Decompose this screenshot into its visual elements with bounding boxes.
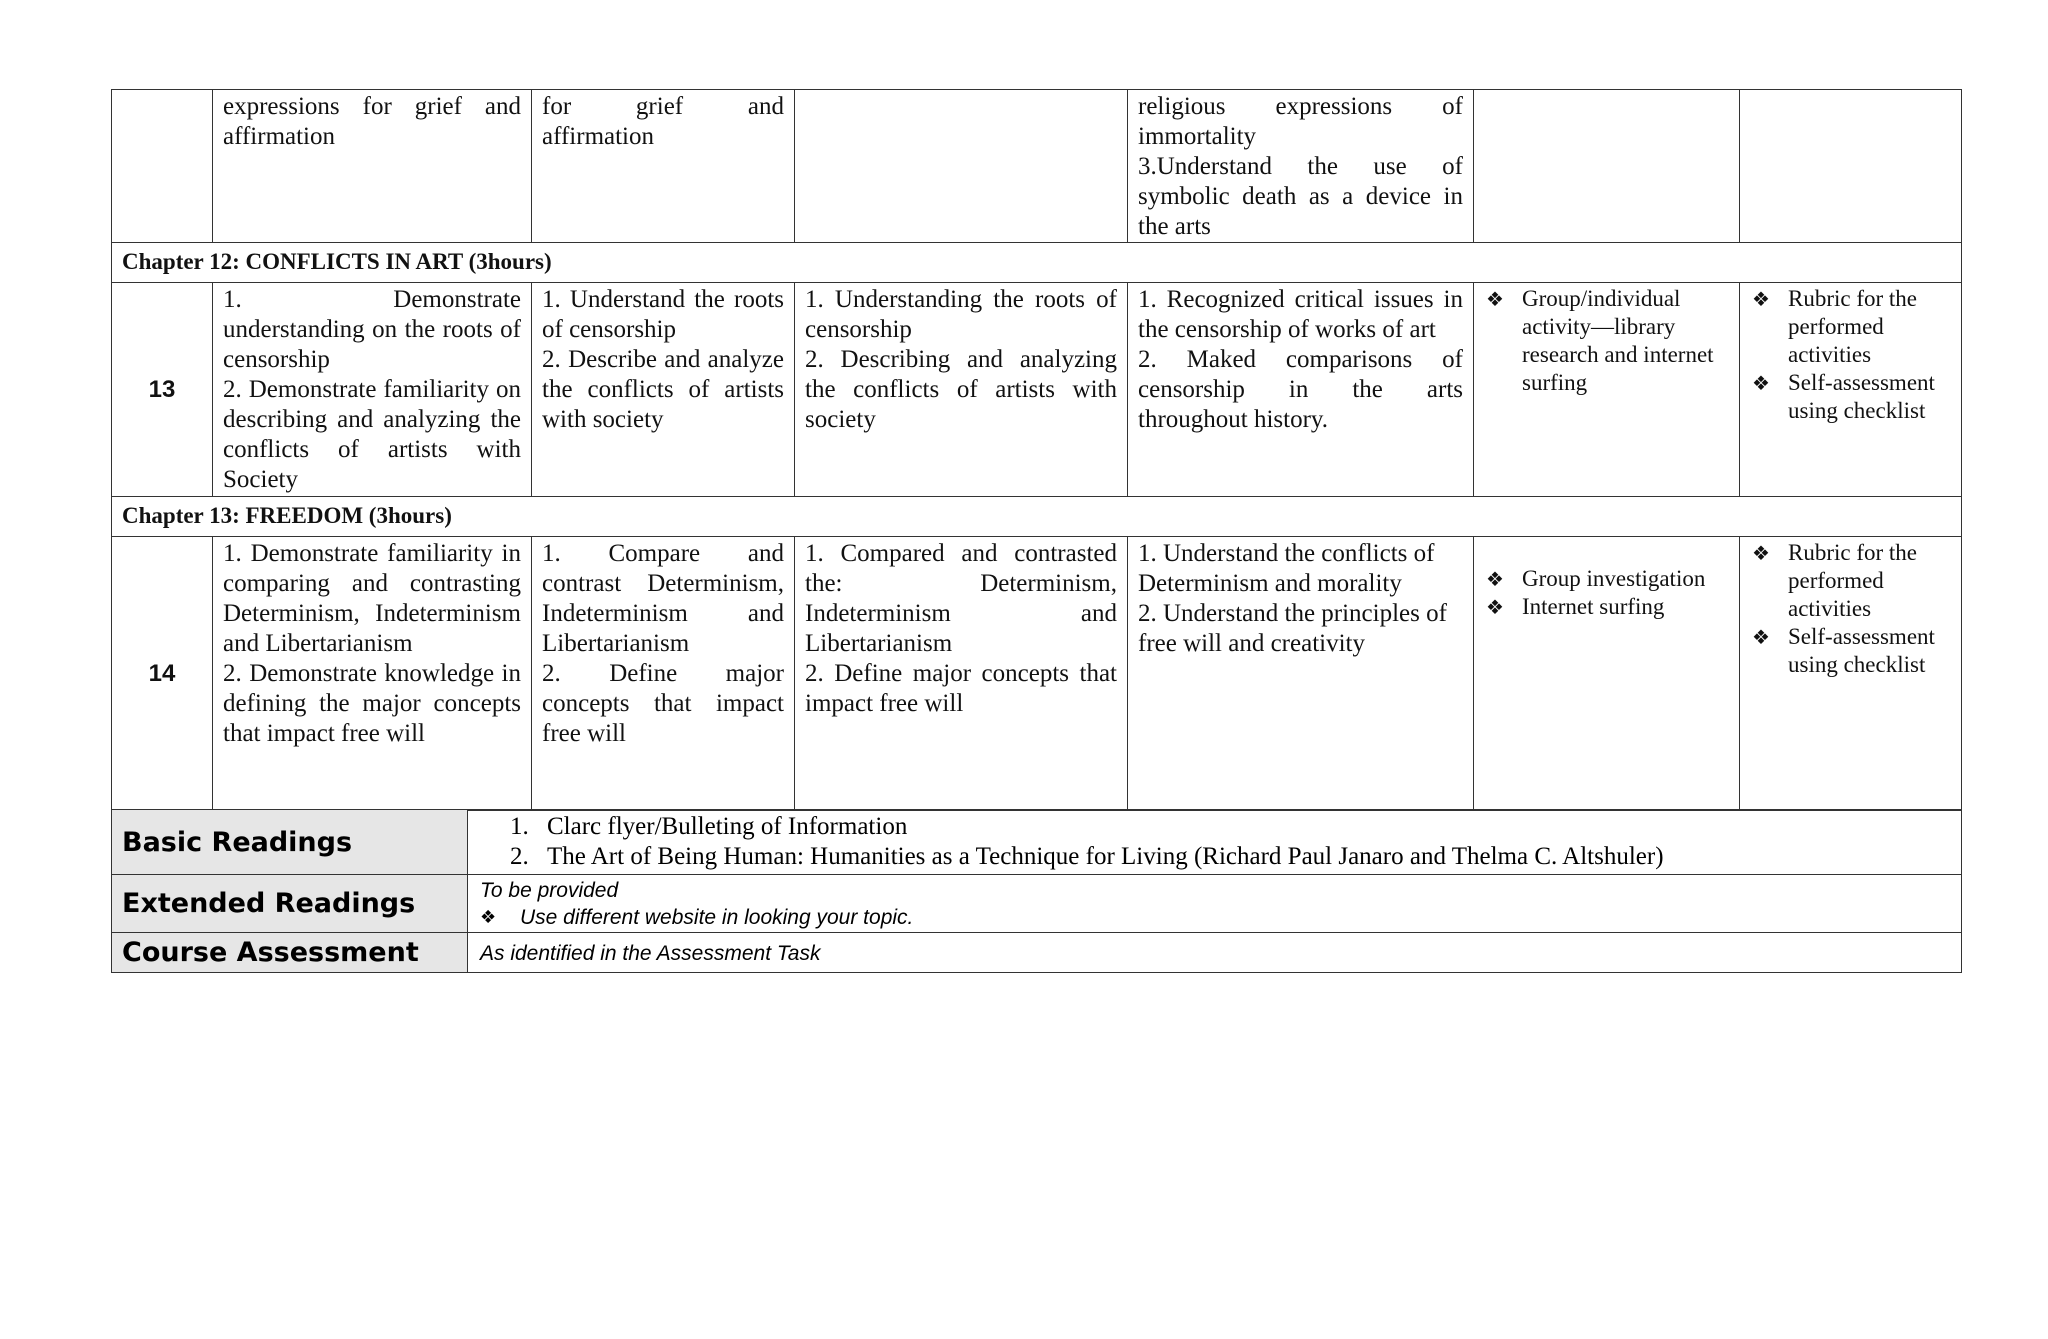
assessment-list bbox=[1750, 285, 1951, 425]
basic-readings-list bbox=[478, 812, 1951, 872]
reading-item: 2. The Art of Being Human: Humanities as a Technique for Living (Richard Paul Janaro and Thelma C. Altshuler) bbox=[535, 842, 1951, 872]
course-assessment-row bbox=[112, 933, 1962, 973]
week-number: 13 bbox=[112, 283, 213, 497]
activity-item: ❖ Internet surfing bbox=[1484, 593, 1729, 621]
extended-readings-label: Extended Readings bbox=[112, 875, 468, 933]
content-line: 1. Understanding the roots of censorship bbox=[805, 286, 1117, 343]
course-assessment-label: Course Assessment bbox=[112, 933, 468, 973]
result-cell bbox=[1128, 537, 1474, 811]
chapter-row bbox=[112, 283, 1962, 497]
outcome-line: 2. Demonstrate familiarity on describing and analyzing the conflicts of artists with Society bbox=[223, 376, 521, 493]
objective-line: for grief and affirmation bbox=[542, 93, 784, 150]
result-line: 1. Understand the conflicts of Determinism and morality bbox=[1138, 540, 1435, 597]
activity-cell bbox=[1474, 90, 1740, 243]
objective-line: 1. Compare and contrast Determinism, Indeterminism and Libertarianism bbox=[542, 540, 784, 657]
objective-line: 2. Describe and analyze the conflicts of artists with society bbox=[542, 346, 784, 433]
extended-readings-value bbox=[468, 875, 1962, 933]
week-cell bbox=[112, 90, 213, 243]
result-cell bbox=[1128, 90, 1474, 243]
result-line: religious expressions of immortality bbox=[1138, 93, 1463, 150]
chapter-heading-row bbox=[112, 243, 1962, 283]
result-line: 2. Maked comparisons of censorship in the arts throughout history. bbox=[1138, 346, 1463, 433]
content-line: 2. Describing and analyzing the conflicts of artists with society bbox=[805, 346, 1117, 433]
extended-readings-line: To be provided bbox=[480, 879, 619, 902]
basic-readings-row bbox=[112, 810, 1962, 875]
assessment-cell bbox=[1740, 90, 1962, 243]
outcome-line: 1. Demonstrate familiarity in comparing and contrasting Determinism, Indeterminism and Libertarianism bbox=[223, 540, 521, 657]
activity-list bbox=[1484, 565, 1729, 621]
chapter-heading: Chapter 13: FREEDOM (3hours) bbox=[112, 497, 1962, 537]
result-line: 1. Recognized critical issues in the censorship of works of art bbox=[1138, 286, 1463, 343]
activity-list bbox=[1484, 285, 1729, 397]
content-cell bbox=[795, 283, 1128, 497]
content-cell bbox=[795, 537, 1128, 811]
activity-cell bbox=[1474, 283, 1740, 497]
outcome-line: 1. Demonstrate understanding on the roots of censorship bbox=[223, 286, 521, 373]
extended-readings-row bbox=[112, 875, 1962, 933]
result-line: 3.Understand the use of symbolic death as a device in the arts bbox=[1138, 153, 1463, 240]
content-line: 2. Define major concepts that impact free will bbox=[805, 660, 1117, 717]
activity-cell bbox=[1474, 537, 1740, 811]
course-plan-table bbox=[111, 89, 1962, 811]
chapter-heading-row bbox=[112, 497, 1962, 537]
objective-line: 2. Define major concepts that impact free will bbox=[542, 660, 784, 747]
objective-cell bbox=[532, 90, 795, 243]
objective-line: 1. Understand the roots of censorship bbox=[542, 286, 784, 343]
course-assessment-value: As identified in the Assessment Task bbox=[468, 933, 1962, 973]
week-number: 14 bbox=[112, 537, 213, 811]
activity-item: ❖ Group/individual activity—library research and internet surfing bbox=[1484, 285, 1729, 397]
continuation-row bbox=[112, 90, 1962, 243]
assessment-item: ❖ Rubric for the performed activities bbox=[1750, 539, 1951, 623]
content-line: 1. Compared and contrasted the: Determinism, Indeterminism and Libertarianism bbox=[805, 540, 1117, 657]
outcome-line: 2. Demonstrate knowledge in defining the major concepts that impact free will bbox=[223, 660, 521, 747]
assessment-cell bbox=[1740, 537, 1962, 811]
assessment-item: ❖ Self-assessment using checklist bbox=[1750, 623, 1951, 679]
extended-readings-bullet: ❖ Use different website in looking your topic. bbox=[480, 904, 1951, 931]
assessment-item: ❖ Rubric for the performed activities bbox=[1750, 285, 1951, 369]
assessment-list bbox=[1750, 539, 1951, 679]
outcome-cell bbox=[213, 283, 532, 497]
outcome-cell bbox=[213, 90, 532, 243]
activity-item: ❖ Group investigation bbox=[1484, 565, 1729, 593]
assessment-cell bbox=[1740, 283, 1962, 497]
result-line: 2. Understand the principles of free will and creativity bbox=[1138, 600, 1447, 657]
content-cell bbox=[795, 90, 1128, 243]
objective-cell bbox=[532, 283, 795, 497]
reading-item: 1. Clarc flyer/Bulleting of Information bbox=[535, 812, 1951, 842]
assessment-item: ❖ Self-assessment using checklist bbox=[1750, 369, 1951, 425]
outcome-cell bbox=[213, 537, 532, 811]
basic-readings-label: Basic Readings bbox=[112, 810, 468, 875]
outcome-line: expressions for grief and affirmation bbox=[223, 93, 521, 150]
basic-readings-value bbox=[468, 810, 1962, 875]
readings-table bbox=[111, 809, 1962, 973]
objective-cell bbox=[532, 537, 795, 811]
chapter-heading: Chapter 12: CONFLICTS IN ART (3hours) bbox=[112, 243, 1962, 283]
chapter-row bbox=[112, 537, 1962, 811]
result-cell bbox=[1128, 283, 1474, 497]
